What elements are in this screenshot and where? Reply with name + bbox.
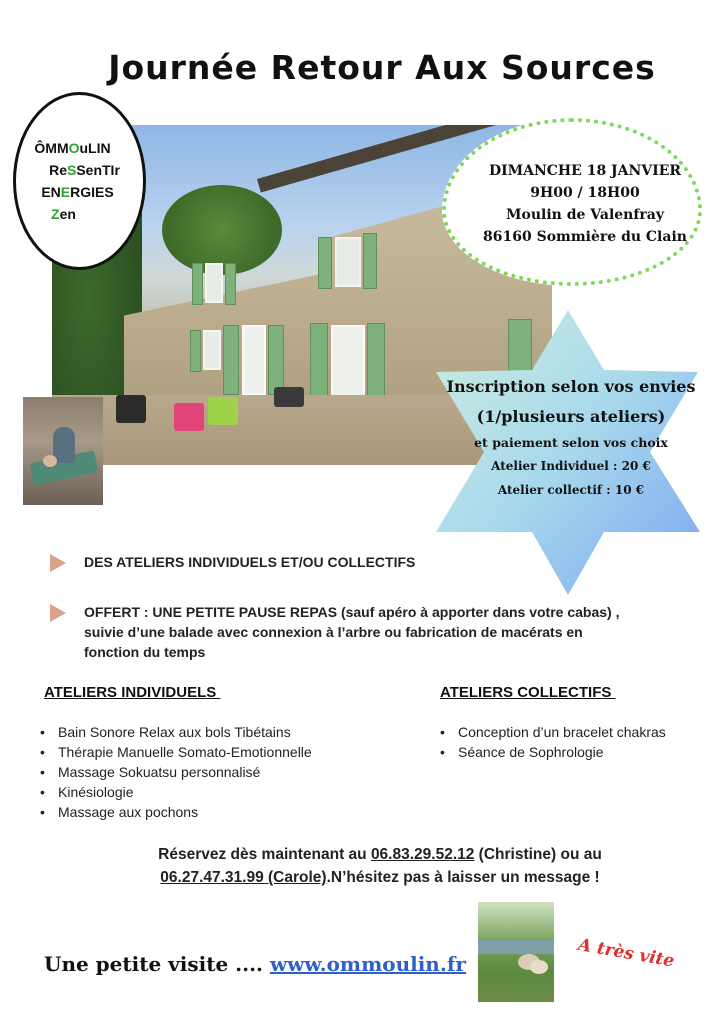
list-item: • Kinésiologie xyxy=(40,782,312,802)
nature-photo xyxy=(478,902,554,1002)
pricing-line-1: Inscription selon vos envies xyxy=(446,377,696,396)
pricing-line-2: (1/plusieurs ateliers) xyxy=(476,407,666,426)
pricing-line-3: et paiement selon vos choix xyxy=(474,435,668,450)
list-item: • Bain Sonore Relax aux bols Tibétains xyxy=(40,722,312,742)
phone-christine[interactable]: 06.83.29.52.12 xyxy=(370,846,475,863)
event-info xyxy=(442,118,702,286)
triangle-icon xyxy=(50,554,66,572)
price-collective: Atelier collectif : 10 € xyxy=(497,483,645,497)
massage-photo xyxy=(23,397,103,505)
visit-line: Une petite visite .... www.ommoulin.fr xyxy=(44,952,466,976)
triangle-icon xyxy=(50,604,66,622)
list-individuels xyxy=(40,722,312,822)
heading-individuels: ATELIERS INDIVIDUELS xyxy=(44,684,221,701)
website-link[interactable]: www.ommoulin.fr xyxy=(269,952,466,976)
farewell-text: A très vite xyxy=(576,935,676,972)
heading-collectifs: ATELIERS COLLECTIFS xyxy=(440,684,616,701)
event-date: DIMANCHE 18 JANVIER xyxy=(488,163,682,179)
event-city: 86160 Sommière du Clain xyxy=(483,229,687,245)
event-hours: 9H00 / 18H00 xyxy=(530,185,640,201)
bullet-ateliers: DES ATELIERS INDIVIDUELS ET/OU COLLECTIFS xyxy=(50,552,415,572)
list-item: • Conception d’un bracelet chakras xyxy=(440,722,666,742)
list-collectifs xyxy=(440,722,666,762)
list-item: • Thérapie Manuelle Somato-Emotionnelle xyxy=(40,742,312,762)
bullet-offert: OFFERT : UNE PETITE PAUSE REPAS (sauf apéro à apporter dans votre cabas) , suivie d’une balade avec connexion à l’arbre ou fabrication de macérats en fonction du temps xyxy=(50,602,619,662)
list-item: • Massage aux pochons xyxy=(40,802,312,822)
list-item: • Massage Sokuatsu personnalisé xyxy=(40,762,312,782)
event-place: Moulin de Valenfray xyxy=(506,207,664,223)
price-individual: Atelier Individuel : 20 € xyxy=(491,459,651,473)
list-item: • Séance de Sophrologie xyxy=(440,742,666,762)
phone-carole[interactable]: 06.27.47.31.99 (Carole) xyxy=(160,869,327,886)
reservation-text: Réservez dès maintenant au 06.83.29.52.12 (Christine) ou au 06.27.47.31.99 (Carole).N’hésitez pas à laisser un message ! xyxy=(158,846,602,886)
pricing-text xyxy=(446,375,696,501)
ommoulin-logo: ÔMMOuLIN ReSSenTIr ENERGIES Zen xyxy=(13,92,146,270)
page-title: Journée Retour Aux Sources xyxy=(108,48,656,87)
